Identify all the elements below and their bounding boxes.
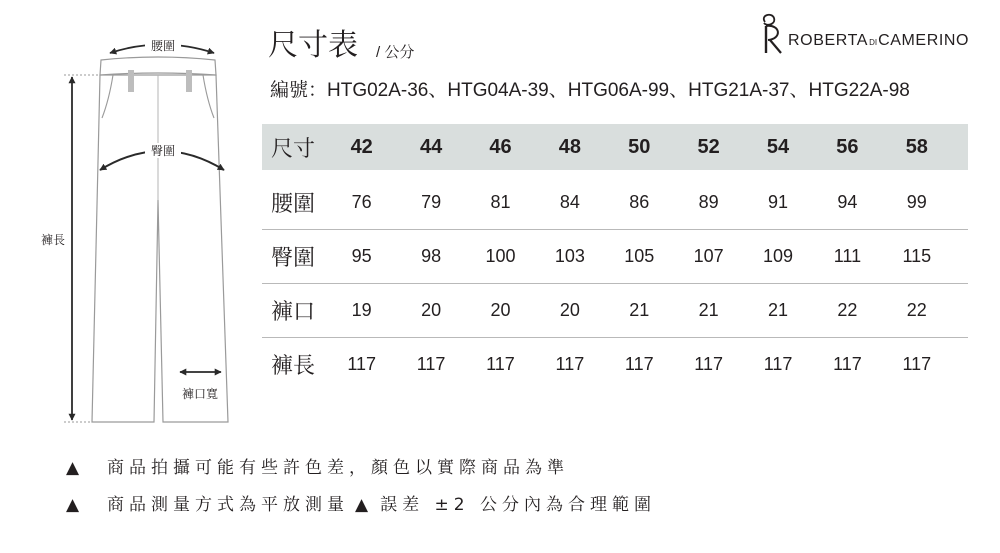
- size-header-row: [262, 124, 968, 170]
- brand-name-part1: ROBERTA: [788, 32, 869, 49]
- row-label: 褲長: [271, 354, 316, 379]
- size-header-cell: 46: [489, 135, 512, 158]
- note-text: 商品拍攝可能有些許色差，顏色以實際商品為準: [107, 458, 569, 478]
- table-cell: 115: [902, 246, 932, 266]
- table-cell: 107: [693, 246, 724, 266]
- table-cell: 95: [351, 246, 372, 266]
- size-table: [262, 124, 968, 391]
- table-cell: 117: [902, 354, 932, 374]
- pants-diagram: [0, 0, 250, 440]
- size-header-cell: 54: [766, 135, 790, 158]
- table-cell: 117: [416, 354, 446, 374]
- length-label: 褲長: [40, 233, 66, 247]
- table-cell: 19: [351, 300, 372, 320]
- table-cell: 117: [833, 354, 862, 374]
- size-header-cell: 58: [905, 135, 928, 158]
- belt-loop-left: [128, 70, 134, 92]
- size-header-cell: 48: [558, 135, 581, 158]
- table-cell: 20: [490, 300, 511, 320]
- table-cell: 98: [421, 246, 442, 266]
- pants-outline: [92, 75, 228, 422]
- waistband: [100, 57, 216, 75]
- row-label: 腰圍: [271, 192, 316, 217]
- table-row-waist: [262, 176, 968, 230]
- brand-logo: [758, 12, 969, 56]
- table-row-hem: [262, 284, 968, 338]
- header-label: 尺寸: [271, 136, 316, 162]
- belt-loop-right: [186, 70, 192, 92]
- table-cell: 111: [833, 246, 862, 266]
- table-cell: 94: [837, 192, 858, 212]
- table-cell: 20: [559, 300, 580, 320]
- table-cell: 100: [485, 246, 516, 266]
- table-cell: 89: [698, 192, 719, 212]
- table-cell: 76: [351, 192, 372, 212]
- row-label: 臀圍: [271, 246, 316, 271]
- table-cell: 105: [624, 246, 655, 266]
- table-cell: 117: [694, 354, 723, 374]
- brand-name-part3: CAMERINO: [878, 32, 970, 49]
- page-title: 尺寸表: [268, 29, 358, 62]
- table-cell: 117: [555, 354, 585, 374]
- brand-name-part2: DI: [869, 38, 878, 47]
- note-color-difference: [66, 456, 569, 480]
- table-cell: 91: [768, 192, 789, 212]
- row-label: 褲口: [271, 300, 316, 325]
- table-cell: 99: [906, 192, 927, 212]
- table-cell: 109: [763, 246, 794, 266]
- size-header-cell: 56: [836, 135, 859, 158]
- size-header-cell: 52: [697, 135, 720, 158]
- table-cell: 22: [906, 300, 927, 320]
- table-cell: 117: [624, 354, 654, 374]
- triangle-bullet-icon: ▲: [66, 458, 80, 478]
- table-cell: 86: [629, 192, 650, 212]
- hem-width-label: 褲口寬: [181, 387, 219, 401]
- hip-label: 臀圍: [150, 144, 176, 158]
- size-header-cell: 50: [628, 135, 651, 158]
- brand-r-mark-icon: [758, 12, 786, 56]
- size-header-cell: 44: [419, 135, 443, 158]
- table-cell: 21: [629, 300, 650, 320]
- waist-label: 腰圍: [150, 39, 176, 53]
- table-cell: 84: [559, 192, 580, 212]
- triangle-bullet-icon: ▲: [355, 495, 369, 515]
- table-cell: 79: [421, 192, 442, 212]
- triangle-bullet-icon: ▲: [66, 495, 80, 515]
- table-cell: 20: [421, 300, 442, 320]
- note-text: 誤差 ±2 公分內為合理範圍: [380, 495, 656, 515]
- brand-name: [788, 32, 969, 52]
- table-cell: 117: [763, 354, 793, 374]
- table-cell: 22: [837, 300, 858, 320]
- table-row-hip: [262, 230, 968, 284]
- table-cell: 81: [490, 192, 511, 212]
- table-cell: 117: [347, 354, 377, 374]
- table-cell: 103: [554, 246, 585, 266]
- note-measurement: [66, 493, 656, 517]
- size-header-cell: 42: [350, 135, 373, 158]
- table-cell: 117: [486, 354, 515, 374]
- unit-label: / 公分: [376, 44, 415, 61]
- table-cell: 21: [698, 300, 719, 320]
- table-row-length: [262, 338, 968, 391]
- table-cell: 21: [768, 300, 789, 320]
- note-text: 商品測量方式為平放測量: [107, 495, 349, 515]
- model-numbers: 編號：HTG02A-36、HTG04A-39、HTG06A-99、HTG21A-37、HTG22A-98: [270, 80, 910, 101]
